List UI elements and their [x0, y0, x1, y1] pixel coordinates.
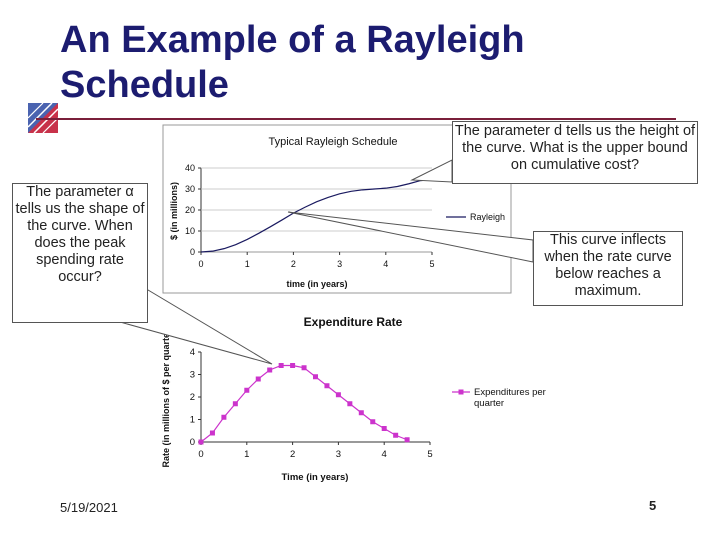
y-tick-label: 4	[189, 347, 195, 358]
y-tick-label: 0	[189, 247, 195, 257]
data-point	[324, 383, 329, 388]
y-tick-label: 10	[184, 226, 195, 236]
data-point	[210, 431, 215, 436]
expenditure-chart-plot	[190, 347, 433, 460]
data-point	[382, 426, 387, 431]
y-tick-label: 20	[184, 205, 195, 215]
expenditure-legend-swatch-marker	[459, 390, 464, 395]
y-tick-label: 3	[189, 369, 195, 381]
callout-d: The parameter d tells us the height of the curve. What is the upper bound on cumulative cost?	[452, 121, 698, 184]
x-tick-label: 4	[381, 449, 387, 460]
data-point	[313, 374, 318, 379]
data-point	[256, 377, 261, 382]
x-tick-label: 5	[429, 259, 435, 269]
y-tick-label: 2	[189, 392, 195, 403]
data-point	[233, 401, 238, 406]
expenditure-chart-ylabel: Rate (in millions of $ per quarter)	[161, 326, 171, 468]
callout-inflect: This curve inflects when the rate curve below reaches a maximum.	[533, 231, 683, 306]
page-number: 5	[649, 498, 657, 513]
data-point	[336, 392, 341, 397]
data-point	[279, 363, 284, 368]
data-point	[267, 368, 272, 373]
expenditure-legend-line2: quarter	[474, 398, 505, 409]
y-tick-label: 40	[184, 163, 195, 173]
x-tick-label: 3	[335, 449, 342, 460]
y-tick-label: 0	[189, 437, 195, 448]
x-tick-label: 1	[244, 259, 250, 269]
data-point	[359, 410, 364, 415]
x-tick-label: 5	[427, 449, 433, 460]
x-tick-label: 2	[290, 259, 296, 269]
expenditure-chart-xlabel: Time (in years)	[281, 472, 349, 483]
data-point	[221, 415, 226, 420]
rayleigh-chart-ylabel: $ (in millions)	[169, 181, 179, 241]
data-point	[302, 365, 307, 370]
series-line	[201, 366, 407, 443]
expenditure-chart-title: Expenditure Rate	[303, 315, 403, 329]
y-tick-label: 1	[189, 414, 195, 426]
rayleigh-chart-xlabel: time (in years)	[286, 279, 348, 289]
x-tick-label: 1	[244, 449, 250, 460]
x-tick-label: 2	[289, 449, 296, 460]
footer-date: 5/19/2021	[60, 500, 118, 515]
rayleigh-chart-title: Typical Rayleigh Schedule	[268, 136, 398, 148]
data-point	[370, 419, 375, 424]
data-point	[347, 401, 352, 406]
rayleigh-legend-label: Rayleigh	[470, 212, 506, 222]
data-point	[290, 363, 295, 368]
data-point	[405, 437, 410, 442]
data-point	[393, 433, 398, 438]
data-point	[199, 440, 204, 445]
x-tick-label: 3	[337, 259, 343, 269]
x-tick-label: 4	[383, 259, 389, 269]
callout-alpha: The parameter α tells us the shape of the curve. When does the peak spending rate occur?	[12, 183, 148, 323]
x-tick-label: 0	[198, 449, 204, 460]
x-tick-label: 0	[198, 259, 204, 269]
slide-title-line2: Schedule	[60, 64, 229, 106]
y-tick-label: 30	[184, 184, 195, 194]
expenditure-legend-line1: Expenditures per	[474, 387, 546, 398]
data-point	[244, 388, 249, 393]
slide-title-line1: An Example of a Rayleigh	[60, 19, 525, 61]
